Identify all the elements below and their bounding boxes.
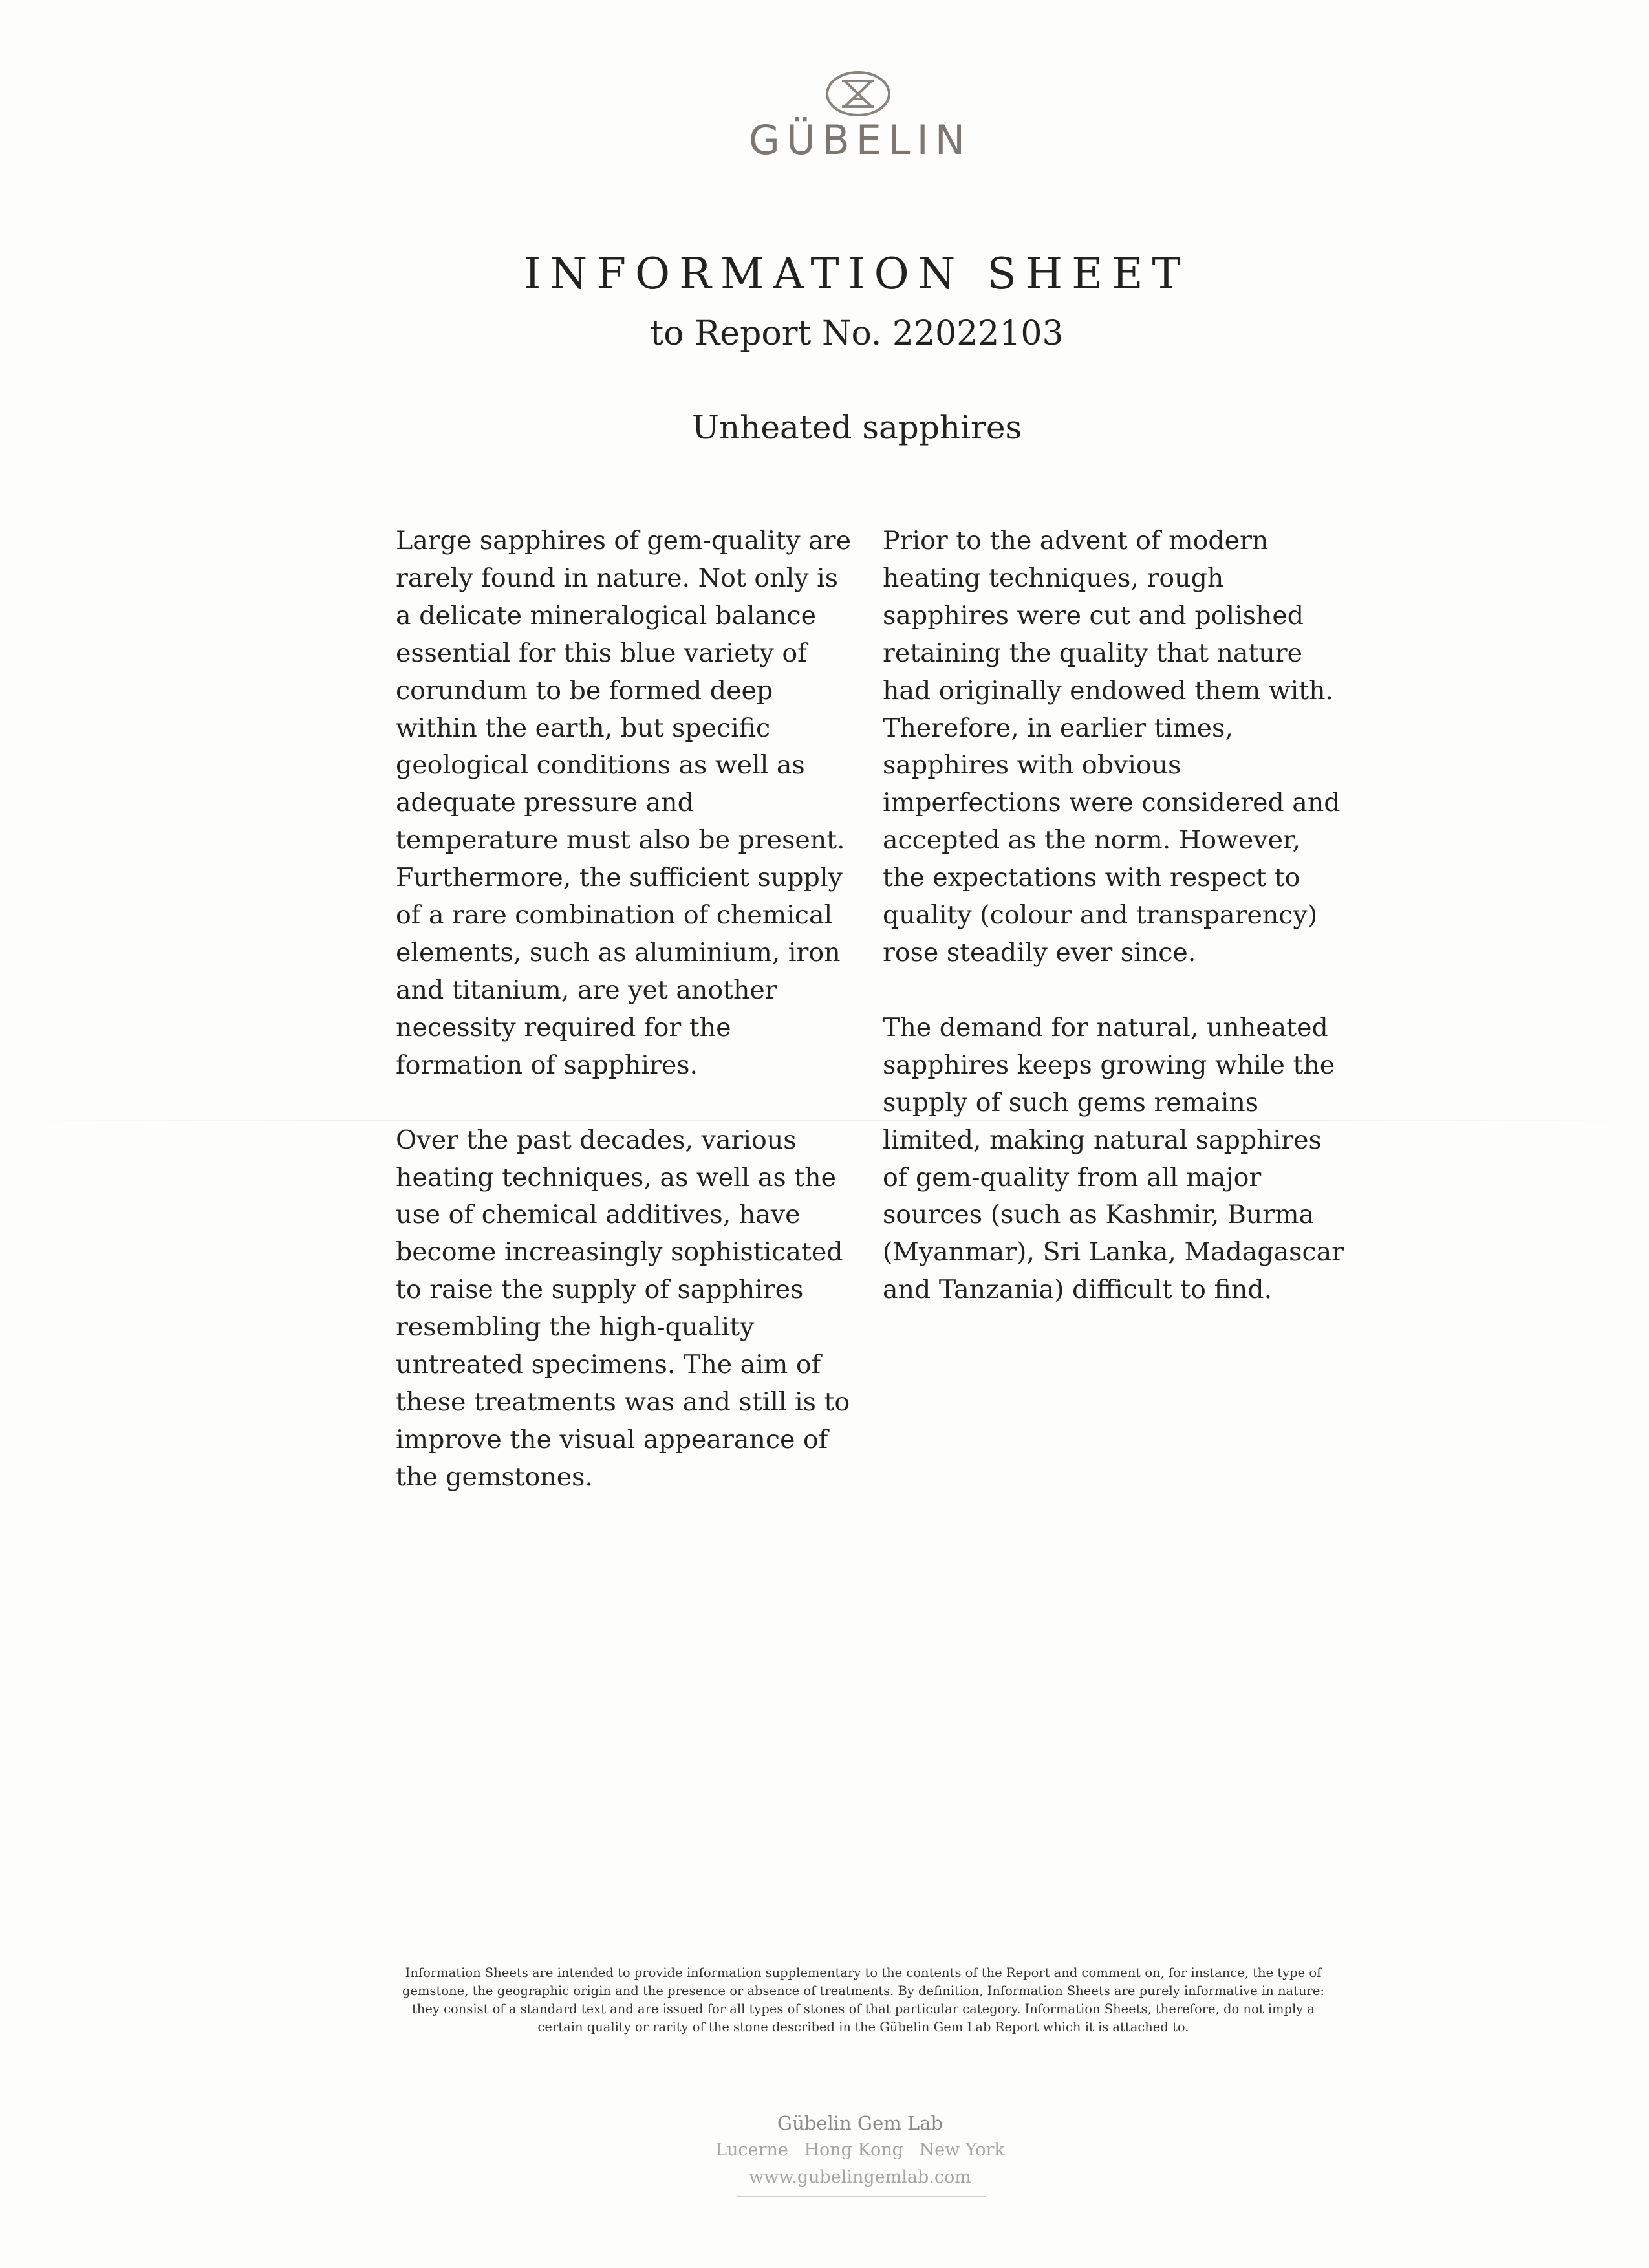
city: New York [919, 2140, 1005, 2160]
paragraph: Prior to the advent of modern heating techniques, rough sapphires were cut and polished retaining the quality that nature had originally endowed them with. Therefore, in earlier times, sapphires with obvious imperfections were considered and accepted as the norm. However, the expectations with respect to quality (colour and transparency) rose steadily ever since. [883, 526, 1341, 967]
right-column [883, 523, 1348, 1346]
footer-divider [737, 2196, 986, 2197]
city: Hong Kong [804, 2140, 903, 2160]
paragraph: Over the past decades, various heating techniques, as well as the use of chemical additives, have become increasingly sophisticated to raise the supply of sapphires resembling the high-quality untreated specimens. The aim of these treatments was and still is to improve the visual appearance of the gemstones. [396, 1125, 850, 1492]
city-list [647, 2137, 1073, 2164]
disclaimer-text: Information Sheets are intended to provide information supplementary to the contents of the Report and comment on, for instance, the type of gemstone, the geographic origin and the presence or absence of treatments. By definition, Information Sheets are purely informative in nature: they consist of a standard text and are issued for all types of stones of that particular category. Information Sheets, therefore, do not imply a certain quality or rarity of the stone described in the Gübelin Gem Lab Report which it is attached to. [402, 1965, 1324, 2035]
website-link[interactable]: www.gubelingemlab.com [749, 2167, 971, 2187]
footer [647, 2110, 1073, 2191]
subject-heading: Unheated sapphires [691, 409, 1022, 446]
hourglass-emblem-icon [823, 67, 894, 121]
report-number: to Report No. 22022103 [650, 314, 1064, 353]
page-title: INFORMATION SHEET [524, 249, 1190, 299]
paragraph: The demand for natural, unheated sapphires keeps growing while the supply of such gems remains limited, making natural sapphires of gem-quality from all major sources (such as Kashmir, Burma (Myanmar), Sri Lanka, Madagascar and Tanzania) difficult to find. [883, 1012, 1344, 1305]
left-column [396, 523, 861, 1534]
brand-name: GÜBELIN [748, 116, 972, 164]
paragraph: Large sapphires of gem-quality are rarely found in nature. Not only is a delicate mineralogical balance essential for this blue variety of corundum to be formed deep within the earth, but specific geological conditions as well as adequate pressure and temperature must also be present. Furthermore, the sufficient supply of a rare combination of chemical elements, such as aluminium, iron and titanium, are yet another necessity required for the formation of sapphires. [396, 526, 851, 1080]
lab-name: Gübelin Gem Lab [777, 2112, 943, 2134]
city: Lucerne [715, 2140, 788, 2160]
